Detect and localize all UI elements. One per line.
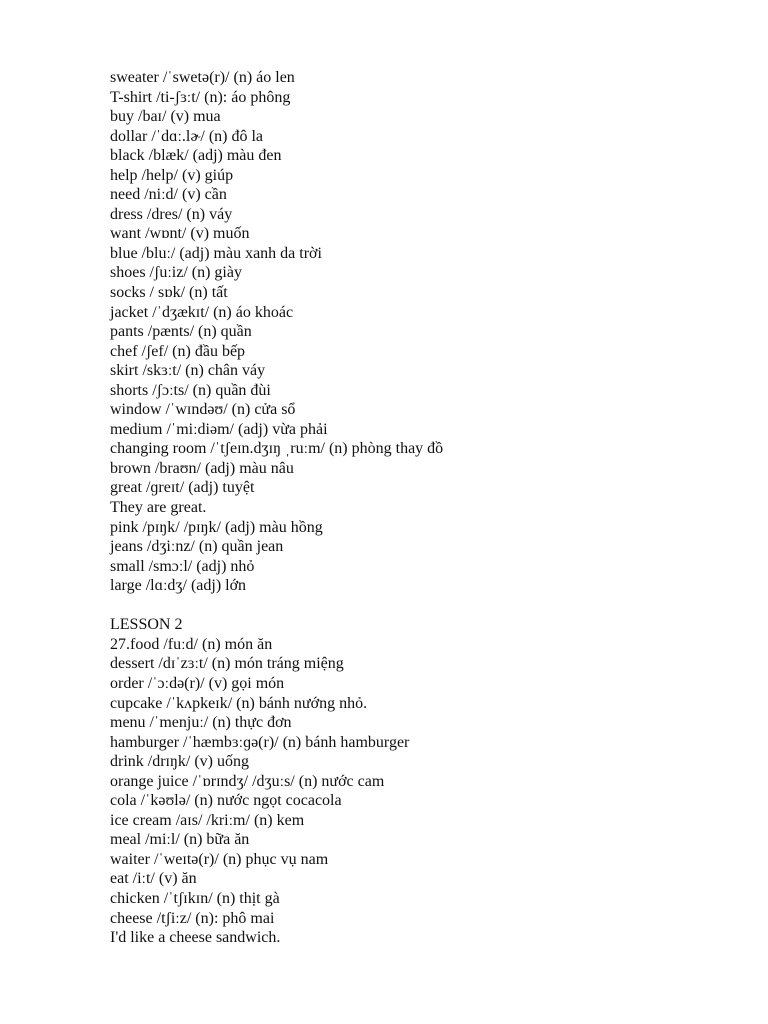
lesson-heading: LESSON 2 [110,616,183,634]
vocab-line: cola /ˈkəʊlə/ (n) nước ngọt cocacola [110,792,342,810]
vocab-line: orange juice /ˈɒrɪndʒ/ /dʒuːs/ (n) nước cam [110,772,385,790]
vocab-line: brown /braʊn/ (adj) màu nâu [110,459,294,477]
paragraph-spacer [110,596,730,616]
lesson1-vocab-list [110,68,730,596]
vocab-line: 27.food /fuːd/ (n) món ăn [110,635,273,653]
example-sentence: They are great. [110,499,207,517]
vocab-line: pink /pɪŋk/ /pɪŋk/ (adj) màu hồng [110,518,323,536]
vocab-line: large /lɑːdʒ/ (adj) lớn [110,577,247,595]
vocab-line: dress /dres/ (n) váy [110,205,233,223]
vocab-line: need /niːd/ (v) cần [110,186,227,204]
vocab-line: dollar /ˈdɑː.lɚ/ (n) đô la [110,127,264,145]
vocab-line: order /ˈɔːdə(r)/ (v) gọi món [110,674,285,692]
vocab-line: chef /ʃef/ (n) đầu bếp [110,342,246,360]
vocab-line: shoes /ʃuːiz/ (n) giày [110,264,242,282]
vocab-line: skirt /skɜːt/ (n) chân váy [110,362,266,380]
vocab-line: jacket /ˈdʒækɪt/ (n) áo khoác [110,303,294,321]
vocab-line: waiter /ˈweɪtə(r)/ (n) phục vụ nam [110,850,329,868]
vocab-line: changing room /ˈtʃeɪn.dʒɪŋ ˌruːm/ (n) phòng thay đồ [110,440,444,458]
vocab-line: sweater /ˈswetə(r)/ (n) áo len [110,69,295,86]
vocab-line: meal /miːl/ (n) bữa ăn [110,831,250,849]
vocab-line: jeans /dʒiːnz/ (n) quần jean [110,538,284,556]
lesson2-vocab-list [110,635,730,948]
vocab-line: cheese /tʃiːz/ (n): phô mai [110,909,275,927]
vocab-line: great /ɡreɪt/ (adj) tuyệt [110,479,255,497]
vocab-line: buy /baɪ/ (v) mua [110,108,221,126]
example-sentence: I'd like a cheese sandwich. [110,929,281,947]
vocab-line: T-shirt /ti-ʃɜːt/ (n): áo phông [110,88,291,106]
vocab-line: pants /pænts/ (n) quần [110,323,252,341]
vocab-line: blue /bluː/ (adj) màu xanh da trời [110,244,322,262]
vocab-line: shorts /ʃɔːts/ (n) quần đùi [110,381,271,399]
vocab-line: hamburger /ˈhæmbɜːɡə(r)/ (n) bánh hamburger [110,733,410,751]
vocab-line: window /ˈwɪndəʊ/ (n) cửa sổ [110,401,296,419]
vocab-line: medium /ˈmiːdiəm/ (adj) vừa phải [110,420,328,438]
vocab-line: menu /ˈmenjuː/ (n) thực đơn [110,714,292,732]
vocab-line: ice cream /aɪs/ /kriːm/ (n) kem [110,811,305,829]
document-page [110,68,730,948]
vocab-line: black /blæk/ (adj) màu đen [110,147,282,165]
vocab-line: eat /iːt/ (v) ăn [110,870,197,888]
vocab-line: chicken /ˈtʃɪkɪn/ (n) thịt gà [110,889,280,907]
vocab-line: socks / sɒk/ (n) tất [110,284,228,302]
vocab-line: help /help/ (v) giúp [110,166,234,184]
vocab-line: drink /drɪŋk/ (v) uống [110,753,250,771]
vocab-line: cupcake /ˈkʌpkeɪk/ (n) bánh nướng nhỏ. [110,694,368,712]
vocab-line: dessert /dɪˈzɜːt/ (n) món tráng miệng [110,655,344,673]
vocab-line: want /wɒnt/ (v) muốn [110,225,250,243]
vocab-line: small /smɔːl/ (adj) nhỏ [110,557,255,575]
